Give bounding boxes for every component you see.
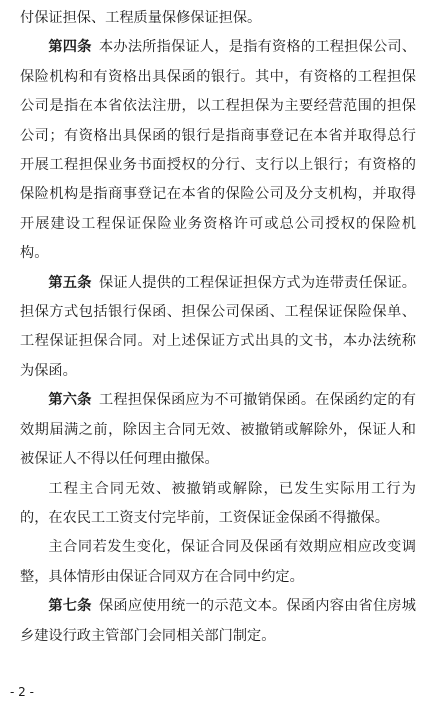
paragraph-text: 主合同若发生变化，保证合同及保函有效期应相应改变调整，具体情形由保证合同双方在合同中约定。: [20, 539, 416, 585]
paragraph-text: 付保证担保、工程质量保修保证担保。: [20, 10, 262, 26]
paragraph-text: 保证人提供的工程保证担保方式为连带责任保证。担保方式包括银行保函、担保公司保函、工程保证保险保单、工程保证担保合同。对上述保证方式出具的文书，本办法统称为保函。: [20, 274, 416, 379]
article-heading: 第四条: [48, 39, 92, 56]
paragraph-article-6-clause-3: [20, 533, 416, 592]
paragraph-continuation: [20, 4, 416, 33]
paragraph-article-6-clause-2: [20, 475, 416, 534]
paragraph-article-7: [20, 592, 416, 651]
paragraph-text: 工程担保保函应为不可撤销保函。在保函约定的有效期届满之前，除因主合同无效、被撤销或解除外，保证人和被保证人不得以任何理由撤保。: [20, 392, 416, 468]
paragraph-article-4: [20, 33, 416, 268]
article-heading: 第五条: [48, 274, 92, 291]
article-heading: 第六条: [48, 392, 92, 409]
paragraph-text: 本办法所指保证人，是指有资格的工程担保公司、保险机构和有资格出具保函的银行。其中，有资格的工程担保公司是指在本省依法注册，以工程担保为主要经营范围的担保公司；有资格出具保函的银行是指商事登记在本省并取得总行开展工程担保业务书面授权的分行、支行以上银行；有资格的保险机构是指商事登记在本省的保险公司及分支机构，并取得开展建设工程保证保险业务资格许可或总公司授权的保险机构。: [20, 39, 416, 262]
paragraph-text: 保函应使用统一的示范文本。保函内容由省住房城乡建设行政主管部门会同相关部门制定。: [20, 598, 416, 644]
document-body: [20, 4, 416, 651]
article-heading: 第七条: [48, 598, 92, 615]
page-number: - 2 -: [10, 685, 34, 699]
paragraph-article-6: [20, 386, 416, 474]
paragraph-text: 工程主合同无效、被撤销或解除，已发生实际用工行为的，在农民工工资支付完毕前，工资保证金保函不得撤保。: [20, 480, 416, 526]
paragraph-article-5: [20, 269, 416, 387]
